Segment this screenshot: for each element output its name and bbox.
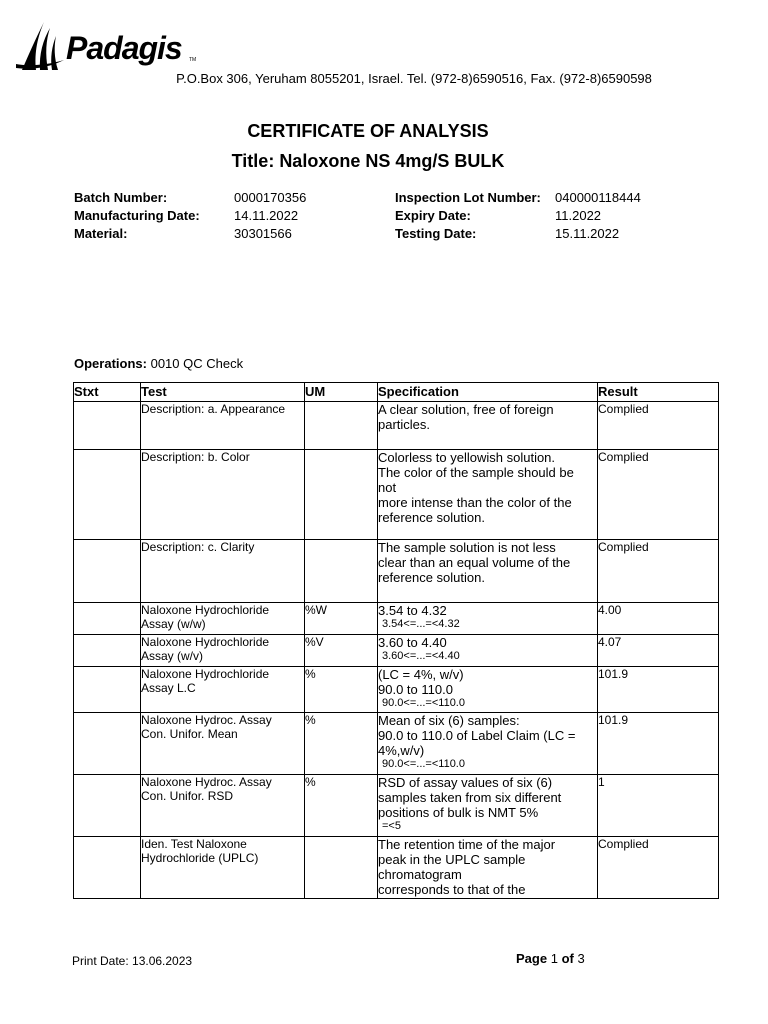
- cell-specification: [378, 635, 598, 667]
- cell-test: [141, 402, 305, 450]
- info-row-expiry: [395, 207, 641, 225]
- page-total: 3: [577, 951, 585, 966]
- cell-um: [305, 635, 378, 667]
- cell-specification: [378, 713, 598, 775]
- um-value: %W: [305, 603, 327, 617]
- page-indicator: [516, 951, 585, 966]
- result-value: 4.07: [598, 635, 622, 649]
- result-value: Complied: [598, 837, 649, 851]
- info-row-batch: [74, 189, 306, 207]
- cell-test: [141, 713, 305, 775]
- cell-result: [598, 603, 719, 635]
- inspection-lot-value: 040000118444: [555, 190, 641, 205]
- cell-specification: [378, 667, 598, 713]
- operations-label: Operations:: [74, 356, 147, 371]
- operations-line: [74, 356, 243, 371]
- um-value: %: [305, 667, 316, 681]
- spec-text: The retention time of the major peak in the UPLC sample chromatogram corresponds to that of the: [378, 837, 556, 897]
- cell-result: [598, 713, 719, 775]
- cell-result: [598, 837, 719, 899]
- cell-test: [141, 540, 305, 603]
- cell-result: [598, 635, 719, 667]
- table-row: [74, 603, 719, 635]
- test-name: Description: a. Appearance: [141, 402, 286, 416]
- test-name: Description: c. Clarity: [141, 540, 255, 554]
- cell-stxt: [74, 713, 141, 775]
- cell-specification: [378, 540, 598, 603]
- table-header-row: [74, 383, 719, 402]
- inspection-lot-label: Inspection Lot Number:: [395, 190, 541, 205]
- cell-test: [141, 603, 305, 635]
- spec-range: 90.0<=...=<110.0: [382, 697, 465, 709]
- spec-text: RSD of assay values of six (6) samples taken from six different positions of bulk is NMT 5%: [378, 775, 562, 820]
- info-right: [395, 189, 641, 243]
- result-value: 1: [598, 775, 605, 789]
- cell-specification: [378, 402, 598, 450]
- cell-um: [305, 603, 378, 635]
- cell-um: [305, 713, 378, 775]
- spec-text: A clear solution, free of foreign particles.: [378, 402, 554, 432]
- table-row: [74, 713, 719, 775]
- header-um: UM: [305, 383, 378, 402]
- result-value: Complied: [598, 402, 649, 416]
- spec-range: 3.54<=...=<4.32: [382, 618, 460, 630]
- test-name: Iden. Test Naloxone Hydrochloride (UPLC): [141, 837, 259, 865]
- cell-result: [598, 667, 719, 713]
- result-value: 101.9: [598, 713, 629, 727]
- cell-um: [305, 402, 378, 450]
- trademark-mark: TM: [189, 57, 197, 63]
- um-value: %: [305, 713, 316, 727]
- logo-text: Padagis: [66, 30, 182, 66]
- testing-date-label: Testing Date:: [395, 226, 477, 241]
- print-date: Print Date: 13.06.2023: [72, 954, 193, 968]
- cell-stxt: [74, 775, 141, 837]
- cell-stxt: [74, 667, 141, 713]
- info-row-manufacturing: [74, 207, 306, 225]
- cell-test: [141, 450, 305, 540]
- test-name: Naloxone Hydrochloride Assay (w/w): [141, 603, 270, 631]
- spec-range: 90.0<=...=<110.0: [382, 758, 465, 770]
- material-value: 30301566: [234, 226, 292, 241]
- operations-value: 0010 QC Check: [150, 356, 244, 371]
- result-value: 4.00: [598, 603, 622, 617]
- info-left: [74, 189, 306, 243]
- header-test: Test: [141, 383, 305, 402]
- spec-text: Mean of six (6) samples: 90.0 to 110.0 of Label Claim (LC = 4%,w/v): [378, 713, 576, 758]
- cell-specification: [378, 837, 598, 899]
- document-title: CERTIFICATE OF ANALYSIS: [247, 121, 489, 141]
- cell-um: [305, 775, 378, 837]
- expiry-date-label: Expiry Date:: [395, 208, 471, 223]
- expiry-date-value: 11.2022: [555, 208, 602, 223]
- cell-result: [598, 450, 719, 540]
- table-row: [74, 450, 719, 540]
- cell-specification: [378, 450, 598, 540]
- cell-stxt: [74, 450, 141, 540]
- test-name: Naloxone Hydrochloride Assay (w/v): [141, 635, 270, 663]
- test-name: Naloxone Hydroc. Assay Con. Unifor. Mean: [141, 713, 272, 741]
- cell-specification: [378, 775, 598, 837]
- cell-stxt: [74, 402, 141, 450]
- table-row: [74, 837, 719, 899]
- info-row-testing: [395, 225, 641, 243]
- cell-um: [305, 540, 378, 603]
- cell-um: [305, 837, 378, 899]
- spec-text: Colorless to yellowish solution. The color of the sample should be not more intense than the color of the reference solution.: [378, 450, 574, 525]
- info-row-inspection-lot: [395, 189, 641, 207]
- cell-stxt: [74, 603, 141, 635]
- cell-result: [598, 540, 719, 603]
- header-specification: Specification: [378, 383, 598, 402]
- spec-range: 3.60<=...=<4.40: [382, 650, 460, 662]
- document-subtitle: Title: Naloxone NS 4mg/S BULK: [231, 151, 505, 171]
- result-value: Complied: [598, 540, 649, 554]
- table-row: [74, 540, 719, 603]
- material-label: Material:: [74, 226, 128, 241]
- cell-um: [305, 450, 378, 540]
- cell-test: [141, 837, 305, 899]
- cell-stxt: [74, 540, 141, 603]
- info-row-material: [74, 225, 306, 243]
- table-row: [74, 667, 719, 713]
- company-address: P.O.Box 306, Yeruham 8055201, Israel. Tel. (972-8)6590516, Fax. (972-8)6590598: [176, 71, 652, 86]
- table-row: [74, 635, 719, 667]
- um-value: %V: [305, 635, 324, 649]
- test-name: Description: b. Color: [141, 450, 250, 464]
- results-table: [73, 382, 719, 899]
- header-result: Result: [598, 383, 719, 402]
- table-row: [74, 775, 719, 837]
- um-value: %: [305, 775, 316, 789]
- test-name: Naloxone Hydrochloride Assay L.C: [141, 667, 270, 695]
- header-stxt: Stxt: [74, 383, 141, 402]
- result-value: Complied: [598, 450, 649, 464]
- cell-test: [141, 775, 305, 837]
- cell-test: [141, 635, 305, 667]
- test-name: Naloxone Hydroc. Assay Con. Unifor. RSD: [141, 775, 272, 803]
- page-word: Page: [516, 951, 548, 966]
- result-value: 101.9: [598, 667, 629, 681]
- spec-text: 3.60 to 4.40: [378, 635, 447, 650]
- manufacturing-date-label: Manufacturing Date:: [74, 208, 200, 223]
- cell-result: [598, 402, 719, 450]
- testing-date-value: 15.11.2022: [555, 226, 620, 241]
- cell-stxt: [74, 837, 141, 899]
- page-current: 1: [550, 951, 558, 966]
- batch-number-value: 0000170356: [234, 190, 307, 205]
- sail-logo-icon: [14, 20, 68, 76]
- manufacturing-date-value: 14.11.2022: [234, 208, 299, 223]
- spec-text: 3.54 to 4.32: [378, 603, 447, 618]
- of-word: of: [561, 951, 574, 966]
- cell-test: [141, 667, 305, 713]
- spec-range: =<5: [382, 820, 401, 832]
- spec-text: (LC = 4%, w/v) 90.0 to 110.0: [378, 667, 464, 697]
- spec-text: The sample solution is not less clear than an equal volume of the reference solution.: [378, 540, 571, 585]
- table-row: [74, 402, 719, 450]
- cell-specification: [378, 603, 598, 635]
- cell-um: [305, 667, 378, 713]
- cell-stxt: [74, 635, 141, 667]
- cell-result: [598, 775, 719, 837]
- batch-number-label: Batch Number:: [74, 190, 168, 205]
